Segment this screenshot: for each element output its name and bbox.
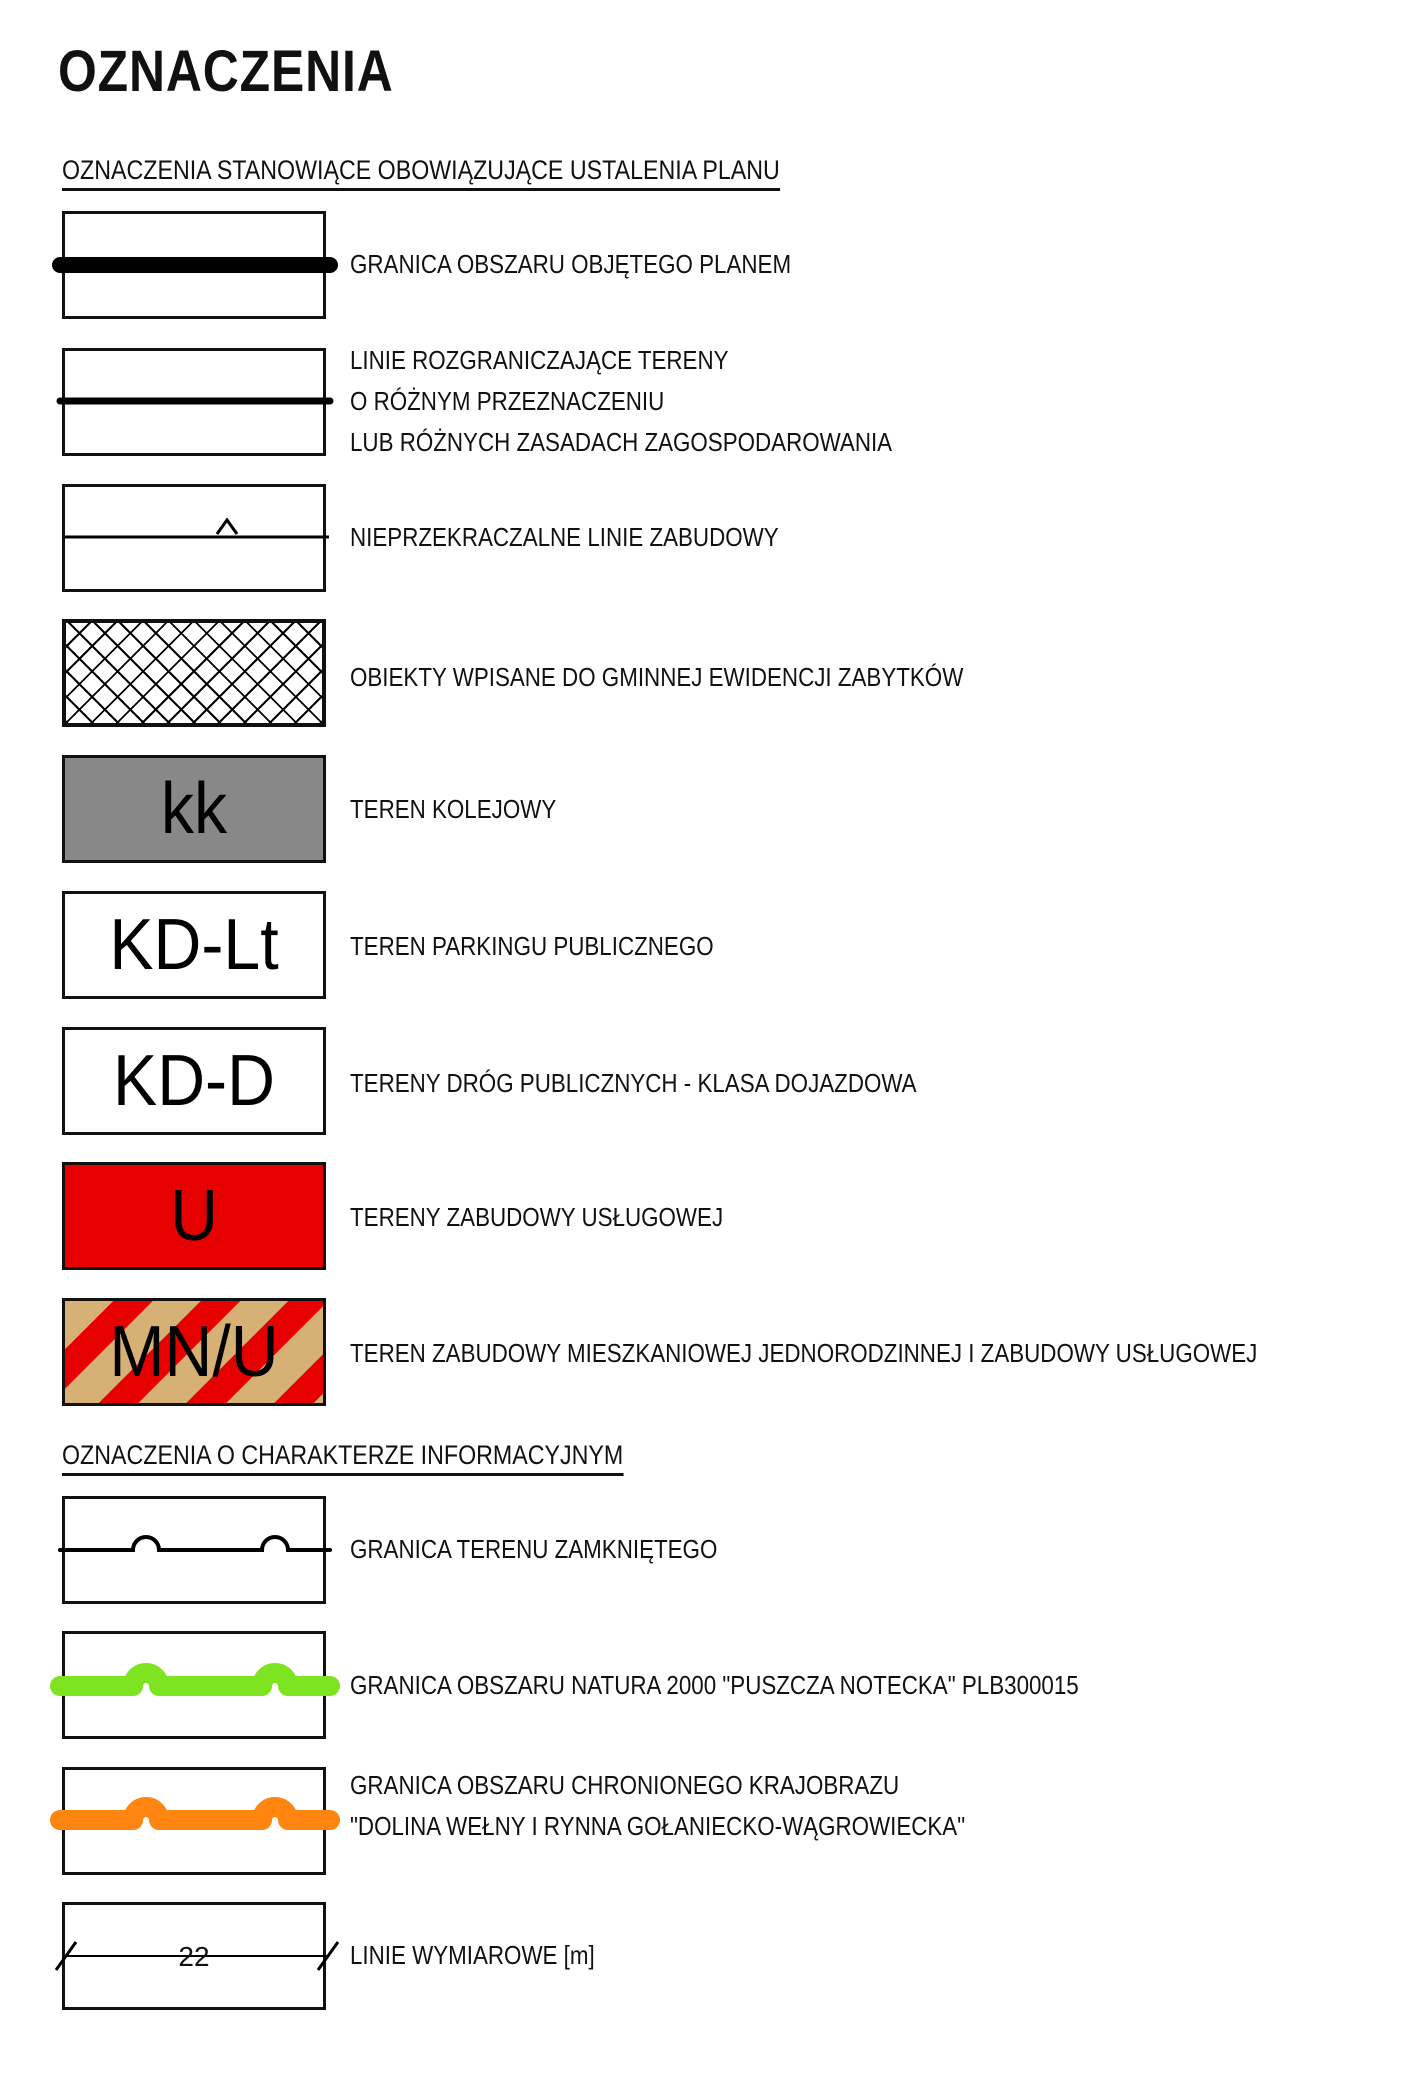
residential-services-symbol xyxy=(62,1298,326,1406)
section-heading-binding: OZNACZENIA STANOWIĄCE OBOWIĄZUJĄCE USTALENIA PLANU xyxy=(62,155,780,191)
dimension-value: 22 xyxy=(178,1941,210,1972)
railway-symbol xyxy=(62,755,326,863)
roads-symbol xyxy=(62,1027,326,1135)
legend-item-natura-2000 xyxy=(0,1631,1425,1741)
legend-item-parking xyxy=(0,891,1425,1001)
building-line-icon xyxy=(62,484,332,598)
legend-item-railway xyxy=(0,755,1425,865)
building-line-symbol xyxy=(62,484,326,592)
legend-label: TERENY ZABUDOWY USŁUGOWEJ xyxy=(350,1202,724,1232)
services-symbol xyxy=(62,1162,326,1270)
legend-label: OBIEKTY WPISANE DO GMINNEJ EWIDENCJI ZABYTKÓW xyxy=(350,662,964,692)
plan-boundary-symbol xyxy=(62,211,326,319)
green-bump-line-icon xyxy=(62,1631,332,1745)
thick-line-icon xyxy=(62,211,332,325)
legend-label: LINIE ROZGRANICZAJĄCE TERENY O RÓŻNYM PRZEZNACZENIU LUB RÓŻNYCH ZASADACH ZAGOSPODAROWANIA xyxy=(350,345,893,457)
legend-label: TEREN PARKINGU PUBLICZNEGO xyxy=(350,931,714,961)
legend-label: NIEPRZEKRACZALNE LINIE ZABUDOWY xyxy=(350,522,779,552)
legend-label: LINIE WYMIAROWE [m] xyxy=(350,1940,595,1970)
symbol-code: kk xyxy=(160,769,228,849)
legend-label: GRANICA OBSZARU OBJĘTEGO PLANEM xyxy=(350,249,792,279)
section-heading-informational: OZNACZENIA O CHARAKTERZE INFORMACYJNYM xyxy=(62,1440,623,1476)
natura-symbol xyxy=(62,1631,326,1739)
dimension-line-symbol xyxy=(62,1902,326,2010)
closed-area-symbol xyxy=(62,1496,326,1604)
symbol-code: U xyxy=(170,1176,218,1256)
legend-label: TERENY DRÓG PUBLICZNYCH - KLASA DOJAZDOWA xyxy=(350,1068,917,1098)
bump-line-icon xyxy=(62,1496,332,1610)
legend-item-demarcation-lines xyxy=(0,345,1425,458)
medium-line-icon xyxy=(62,348,332,462)
legend-item-protected-landscape xyxy=(0,1767,1425,1877)
legend-label: TEREN ZABUDOWY MIESZKANIOWEJ JEDNORODZINNEJ I ZABUDOWY USŁUGOWEJ xyxy=(350,1338,1258,1368)
legend-label: GRANICA OBSZARU NATURA 2000 "PUSZCZA NOTECKA" PLB300015 xyxy=(350,1670,1079,1700)
legend-item-services xyxy=(0,1162,1425,1272)
page-title: OZNACZENIA xyxy=(58,39,394,104)
symbol-code: KD-D xyxy=(113,1041,275,1121)
legend-item-building-lines xyxy=(0,484,1425,594)
monument-hatch-symbol xyxy=(62,619,326,727)
orange-bump-line-icon xyxy=(62,1767,332,1881)
symbol-code: KD-Lt xyxy=(109,905,279,985)
parking-symbol xyxy=(62,891,326,999)
legend-label: TEREN KOLEJOWY xyxy=(350,794,557,824)
legend-item-closed-area xyxy=(0,1496,1425,1606)
legend-label: GRANICA TERENU ZAMKNIĘTEGO xyxy=(350,1534,718,1564)
legend-item-monuments xyxy=(0,619,1425,729)
legend-item-roads xyxy=(0,1027,1425,1137)
legend-item-dimension-lines xyxy=(0,1902,1425,2012)
legend-item-residential-services xyxy=(0,1298,1425,1408)
legend-label: GRANICA OBSZARU CHRONIONEGO KRAJOBRAZU "DOLINA WEŁNY I RYNNA GOŁANIECKO-WĄGROWIECKA" xyxy=(350,1770,966,1841)
landscape-symbol xyxy=(62,1767,326,1875)
legend-item-plan-boundary xyxy=(0,211,1425,321)
symbol-code: MN/U xyxy=(109,1312,279,1392)
demarcation-line-symbol xyxy=(62,348,326,456)
